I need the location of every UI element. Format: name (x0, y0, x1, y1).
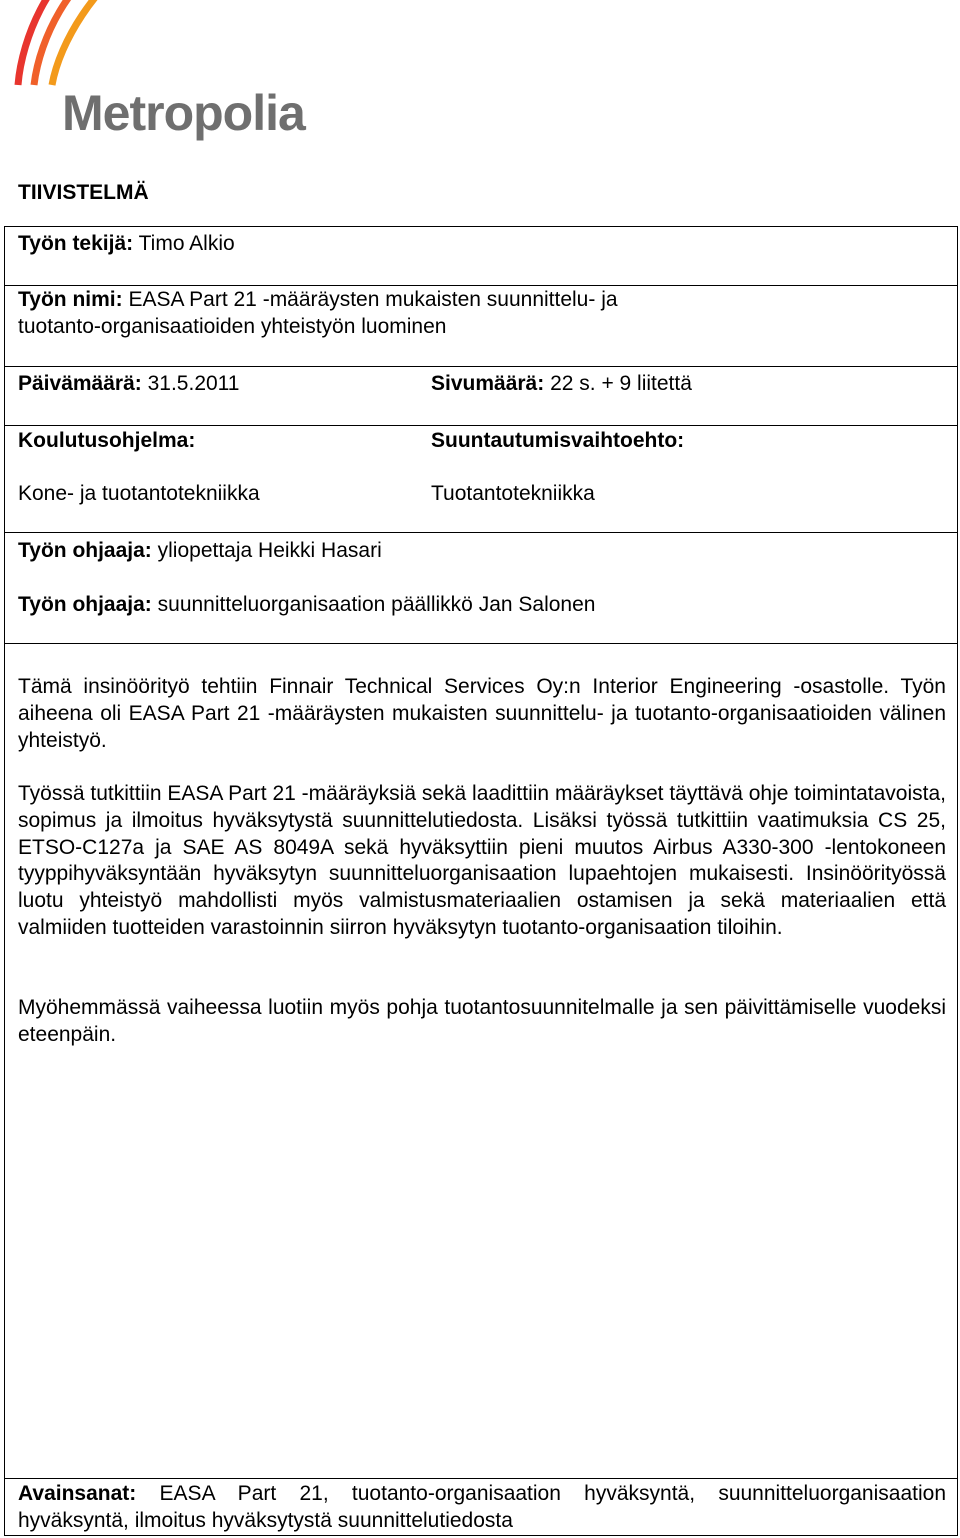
abstract-paragraph-3: Myöhemmässä vaiheessa luotiin myös pohja tuotantosuunnitelmalle ja sen päivittämiselle vuodeksi eteenpäin. (18, 996, 946, 1046)
page-count-value: 22 s. + 9 liitettä (550, 372, 692, 395)
divider (4, 366, 958, 367)
thesis-title-line1: EASA Part 21 -määräysten mukaisten suunnittelu- ja (128, 288, 618, 311)
programme-label: Koulutusohjelma: (18, 429, 196, 452)
logo-text: Metropolia (62, 85, 305, 141)
divider (4, 643, 958, 644)
author-value: Timo Alkio (138, 232, 235, 255)
thesis-title-field (18, 286, 618, 313)
keywords-value: EASA Part 21, tuotanto-organisaation hyväksyntä, suunnitteluorganisaation hyväksyntä, ilmoitus hyväksytystä suunnittelutiedosta (18, 1482, 946, 1532)
thesis-title-label: Työn nimi: (18, 288, 123, 311)
keywords-field (18, 1481, 946, 1535)
divider (4, 1478, 958, 1479)
programme-value: Kone- ja tuotantotekniikka (18, 482, 260, 505)
specialisation-value: Tuotantotekniikka (431, 482, 595, 505)
abstract-paragraph-1: Tämä insinöörityö tehtiin Finnair Technical Services Oy:n Interior Engineering -osastolle. Työn aiheena oli EASA Part 21 -määräysten mukaisten suunnittelu- ja tuotanto-organisaatioiden välinen yhteistyö. (18, 675, 946, 752)
supervisor-field-1 (18, 537, 382, 564)
author-label: Työn tekijä: (18, 232, 134, 255)
supervisor-field-2 (18, 591, 595, 618)
supervisor-value: suunnitteluorganisaation päällikkö Jan Salonen (157, 593, 596, 616)
abstract-heading: TIIVISTELMÄ (18, 181, 149, 204)
date-field (18, 370, 239, 397)
date-value: 31.5.2011 (147, 372, 240, 395)
supervisor-value: yliopettaja Heikki Hasari (157, 539, 382, 562)
specialisation-label: Suuntautumisvaihtoehto: (431, 429, 685, 452)
divider (4, 425, 958, 426)
supervisor-label: Työn ohjaaja: (18, 593, 152, 616)
author-field (18, 230, 235, 257)
divider (4, 532, 958, 533)
abstract-paragraph-2: Työssä tutkittiin EASA Part 21 -määräyksiä sekä laadittiin määräykset täyttävä ohje toimintatavoista, sopimus ja ilmoitus hyväksytystä suunnittelutiedosta. Lisäksi työssä tutkittiin vaatimuksia CS 25, ETSO-C127a ja SAE AS 8049A sekä hyväksyttiin pieni muutos Airbus A330-300 -lentokoneen tyyppihyväksyntään hyväksytyn suunnitteluorganisaation lupaehtojen mukaisesti. Insinöörityössä luotu yhteistyö mahdollisti myös valmistusmateriaalien ostamisen ja sekä materiaalien että valmiiden tuotteiden varastoinnin siirron hyväksytyn tuotanto-organisaation tiloihin. (18, 782, 946, 939)
page-count-label: Sivumäärä: (431, 372, 545, 395)
keywords-label: Avainsanat: (18, 1482, 137, 1505)
date-label: Päivämäärä: (18, 372, 142, 395)
thesis-title-line2: tuotanto-organisaatioiden yhteistyön luominen (18, 315, 447, 338)
supervisor-label: Työn ohjaaja: (18, 539, 152, 562)
logo-stripes-icon (12, 0, 282, 90)
page-count-field (431, 370, 692, 397)
metropolia-logo (12, 0, 305, 145)
